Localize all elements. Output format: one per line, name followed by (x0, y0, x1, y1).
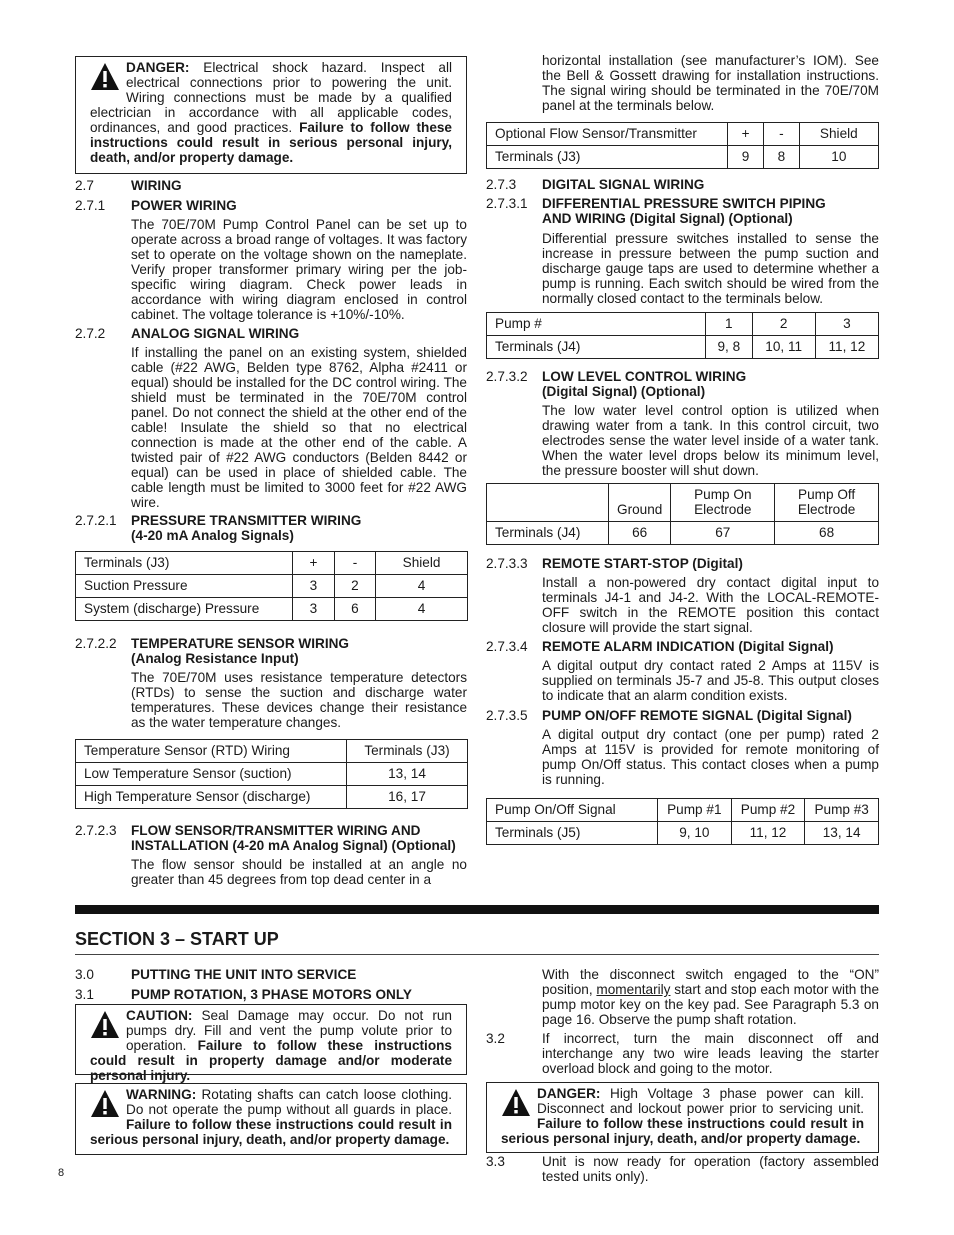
table-cell: Terminals (J3) (347, 740, 468, 763)
section-title: TEMPERATURE SENSOR WIRING (131, 636, 350, 651)
section-title: PUTTING THE UNIT INTO SERVICE (131, 967, 357, 982)
danger-label: DANGER: (126, 60, 190, 75)
temperature-sensor-table (75, 739, 468, 809)
table-cell: 3 (293, 575, 335, 598)
caution-consequence: Failure to follow these instructions could result in property damage and/or moderate personal injury. (90, 1038, 452, 1083)
section-subtitle: (Digital Signal) (Optional) (542, 384, 706, 399)
pressure-transmitter-table (75, 551, 468, 621)
table-cell: Pump # (487, 313, 706, 336)
table-cell: Terminals (J4) (487, 522, 609, 545)
flow-sensor-continuation: horizontal installation (see manufacturer’s IOM). See the Bell & Gossett drawing for installation instructions. The signal wiring should be terminated in the 70E/70M panel at the terminals below. (542, 53, 879, 113)
section-number: 2.7.3.3 (486, 556, 528, 571)
section-body: If incorrect, turn the main disconnect off and interchange any two wire leads leaving the starter overload block and going to the motor. (542, 1031, 879, 1076)
table-cell: Pump #3 (805, 799, 879, 822)
caution-box-seal (75, 1004, 467, 1083)
table-row (76, 740, 468, 763)
section-title: POWER WIRING (131, 198, 237, 213)
section-number: 2.7.3.5 (486, 708, 528, 723)
section-body: The 70E/70M uses resistance temperature detectors (RTDs) to sense the suction and discharge water temperatures. These devices change their resistance as the water temperature changes. (131, 670, 467, 730)
section-body: If installing the panel on an existing system, shielded cable (#22 AWG, Belden type 8762, Alpha #2411 or equal) should be installed for the DC control wiring. The shield must be terminated in the 70E/70M control panel. Do not connect the shield at the other end of the cable! Insulate the shield so that no electrical connection is made at the other end of the cable. A twisted pair of #22 AWG conductors (Belden 8442 or equal) can be used in place of shielded cable. The cable length must be limited to 3000 feet for #22 AWG wire. (131, 345, 467, 510)
pump-onoff-signal-table (486, 798, 879, 845)
table-cell: Terminals (J5) (487, 822, 658, 845)
table-cell: Pump On/Off Signal (487, 799, 658, 822)
rotation-check-text (542, 967, 879, 1027)
table-cell: 3 (293, 598, 335, 621)
section-title: PUMP ON/OFF REMOTE SIGNAL (Digital Signal) (542, 708, 852, 723)
table-row (487, 313, 879, 336)
danger-consequence: Failure to follow these instructions could result in serious personal injury, death, and/or property damage. (501, 1116, 864, 1146)
table-cell: Optional Flow Sensor/Transmitter (487, 123, 728, 146)
danger-box-electrical (75, 56, 467, 174)
table-cell: 10, 11 (752, 336, 815, 359)
table-cell: 9 (728, 146, 764, 169)
differential-pressure-table (486, 312, 879, 359)
table-cell (487, 484, 609, 522)
section-title: PUMP ROTATION, 3 PHASE MOTORS ONLY (131, 987, 412, 1002)
section-number: 2.7 (75, 178, 94, 193)
table-cell: 2 (752, 313, 815, 336)
table-cell: 1 (706, 313, 753, 336)
table-cell: Shield (376, 552, 468, 575)
table-cell: 9, 10 (658, 822, 732, 845)
table-cell: Terminals (J3) (487, 146, 728, 169)
section-body: A digital output dry contact rated 2 Amps at 115V is supplied on terminals J5-7 and J5-8. This output closes to indicate that an alarm condition exists. (542, 658, 879, 703)
table-cell: Pump On Electrode (671, 484, 775, 522)
table-cell: - (764, 123, 800, 146)
section-number: 2.7.3.1 (486, 196, 528, 211)
table-cell: 9, 8 (706, 336, 753, 359)
table-row (487, 522, 879, 545)
table-cell: 11, 12 (815, 336, 878, 359)
section-number: 3.1 (75, 987, 94, 1002)
section-number: 3.0 (75, 967, 94, 982)
danger-text: High Voltage 3 phase power can kill. Disconnect and lockout power prior to servicing unit. (537, 1086, 864, 1116)
section-body: Install a non-powered dry contact digital input to terminals J4-1 and J4-2. With the LOCAL-REMOTE-OFF switch in the REMOTE position this contact closure will provide the start signal. (542, 575, 879, 635)
table-row (76, 763, 468, 786)
table-cell: Pump Off Electrode (775, 484, 879, 522)
section-number: 2.7.3.2 (486, 369, 528, 384)
table-row (487, 336, 879, 359)
table-cell: 13, 14 (347, 763, 468, 786)
section-title: ANALOG SIGNAL WIRING (131, 326, 300, 341)
section-number: 2.7.3 (486, 177, 517, 192)
table-cell: Pump #2 (731, 799, 805, 822)
section-title: DIFFERENTIAL PRESSURE SWITCH PIPING (542, 196, 826, 211)
text-part: With the disconnect switch engaged to the “ON” position, (542, 967, 879, 997)
table-row (76, 575, 468, 598)
section-title: PRESSURE TRANSMITTER WIRING (131, 513, 362, 528)
section-body: Unit is now ready for operation (factory assembled tested units only). (542, 1154, 879, 1184)
warning-text: Rotating shafts can catch loose clothing. Do not operate the pump without all guards in place. (126, 1087, 452, 1117)
table-row (487, 822, 879, 845)
table-cell: 3 (815, 313, 878, 336)
section-body: A digital output dry contact (one per pump) rated 2 Amps at 115V is provided for remote monitoring of pump On/Off status. This contact closes when a pump is running. (542, 727, 879, 787)
section-body: The flow sensor should be installed at an angle no greater than 45 degrees from top dead center in a (131, 857, 467, 887)
section-body: Differential pressure switches installed to sense the increase in pressure between the pump suction and discharge gauge taps are used to determine whether a pump is running. Each switch should be wired from the normally closed contact to the terminals below. (542, 231, 879, 306)
section-title: REMOTE START-STOP (Digital) (542, 556, 743, 571)
section-subtitle: (4-20 mA Analog Signals) (131, 528, 294, 543)
caution-text: Seal Damage may occur. Do not run pumps dry. Fill and vent the pump volute prior to operation. (126, 1008, 452, 1053)
table-cell: System (discharge) Pressure (76, 598, 293, 621)
section-3-heading: SECTION 3 – START UP (75, 929, 279, 949)
danger-text: Electrical shock hazard. Inspect all electrical connections prior to powering the unit. Wiring connections must be made by a qualified electrician in accordance with all applicable codes, ordinances, and good practices. (90, 60, 452, 135)
danger-consequence: Failure to follow these instructions could result in serious personal injury, death, and/or property damage. (90, 120, 452, 165)
table-cell: - (334, 552, 375, 575)
table-cell: Terminals (J4) (487, 336, 706, 359)
section-body: The low water level control option is utilized when drawing water from a tank. In this control circuit, two electrodes sense the water level inside of a water tank. When the water level drops below its minimum level, the pressure booster will shut down. (542, 403, 879, 478)
table-cell: High Temperature Sensor (discharge) (76, 786, 347, 809)
warning-triangle-icon (90, 1089, 120, 1119)
warning-triangle-icon (90, 62, 120, 92)
table-cell: Pump #1 (658, 799, 732, 822)
warning-triangle-icon (501, 1088, 531, 1118)
danger-label: DANGER: (537, 1086, 601, 1101)
table-cell: 8 (764, 146, 800, 169)
section-divider-thin (75, 954, 879, 955)
table-row (76, 786, 468, 809)
table-row (487, 146, 879, 169)
section-number: 3.3 (486, 1154, 505, 1169)
table-cell: Low Temperature Sensor (suction) (76, 763, 347, 786)
section-number: 2.7.2.3 (75, 823, 117, 838)
table-cell: Ground (609, 484, 671, 522)
table-cell: 10 (799, 146, 878, 169)
section-title: REMOTE ALARM INDICATION (Digital Signal) (542, 639, 834, 654)
section-title: FLOW SENSOR/TRANSMITTER WIRING AND (131, 823, 421, 838)
section-number: 2.7.2.2 (75, 636, 117, 651)
caution-label: CAUTION: (126, 1008, 193, 1023)
table-cell: 66 (609, 522, 671, 545)
page-number: 8 (58, 1167, 65, 1179)
low-level-control-table (486, 483, 879, 545)
underlined-text: momentarily (596, 982, 671, 997)
table-cell: 68 (775, 522, 879, 545)
warning-triangle-icon (90, 1010, 120, 1040)
table-row (487, 123, 879, 146)
text-part: start and stop each motor with the pump motor key on the key pad. See Paragraph 5.3 on page 16. Observe the pump shaft rotation. (542, 982, 879, 1027)
section-number: 2.7.2 (75, 326, 106, 341)
table-cell: 13, 14 (805, 822, 879, 845)
table-cell: + (293, 552, 335, 575)
table-row (76, 598, 468, 621)
table-cell: 11, 12 (731, 822, 805, 845)
warning-label: WARNING: (126, 1087, 197, 1102)
table-cell: + (728, 123, 764, 146)
danger-box-high-voltage (486, 1082, 879, 1153)
section-number: 2.7.1 (75, 198, 106, 213)
section-subtitle: (Analog Resistance Input) (131, 651, 299, 666)
table-cell: 67 (671, 522, 775, 545)
section-title: DIGITAL SIGNAL WIRING (542, 177, 705, 192)
section-number: 2.7.3.4 (486, 639, 528, 654)
warning-consequence: Failure to follow these instructions could result in serious personal injury, death, and/or property damage. (90, 1117, 452, 1147)
table-row (76, 552, 468, 575)
flow-sensor-table (486, 122, 879, 169)
table-row (487, 799, 879, 822)
table-cell: Shield (799, 123, 878, 146)
table-cell: 4 (376, 598, 468, 621)
table-cell: Suction Pressure (76, 575, 293, 598)
table-cell: 2 (334, 575, 375, 598)
table-cell: Terminals (J3) (76, 552, 293, 575)
section-number: 2.7.2.1 (75, 513, 117, 528)
section-number: 3.2 (486, 1031, 505, 1046)
warning-box-rotating (75, 1083, 467, 1155)
table-cell: 4 (376, 575, 468, 598)
section-subtitle: INSTALLATION (4-20 mA Analog Signal) (Optional) (131, 838, 456, 853)
section-subtitle: AND WIRING (Digital Signal) (Optional) (542, 211, 793, 226)
table-cell: 16, 17 (347, 786, 468, 809)
section-body: The 70E/70M Pump Control Panel can be set up to operate across a broad range of voltages. It was factory set to operate on the voltage shown on the nameplate. Verify proper transformer primary wiring per the job-specific wiring diagram. Check power leads in accordance with wiring diagram enclosed in control cabinet. The voltage tolerance is +10%/-10%. (131, 217, 467, 322)
table-row (487, 484, 879, 522)
section-divider-thick (75, 905, 879, 914)
table-cell: Temperature Sensor (RTD) Wiring (76, 740, 347, 763)
table-cell: 6 (334, 598, 375, 621)
section-title: LOW LEVEL CONTROL WIRING (542, 369, 747, 384)
section-title: WIRING (131, 178, 182, 193)
